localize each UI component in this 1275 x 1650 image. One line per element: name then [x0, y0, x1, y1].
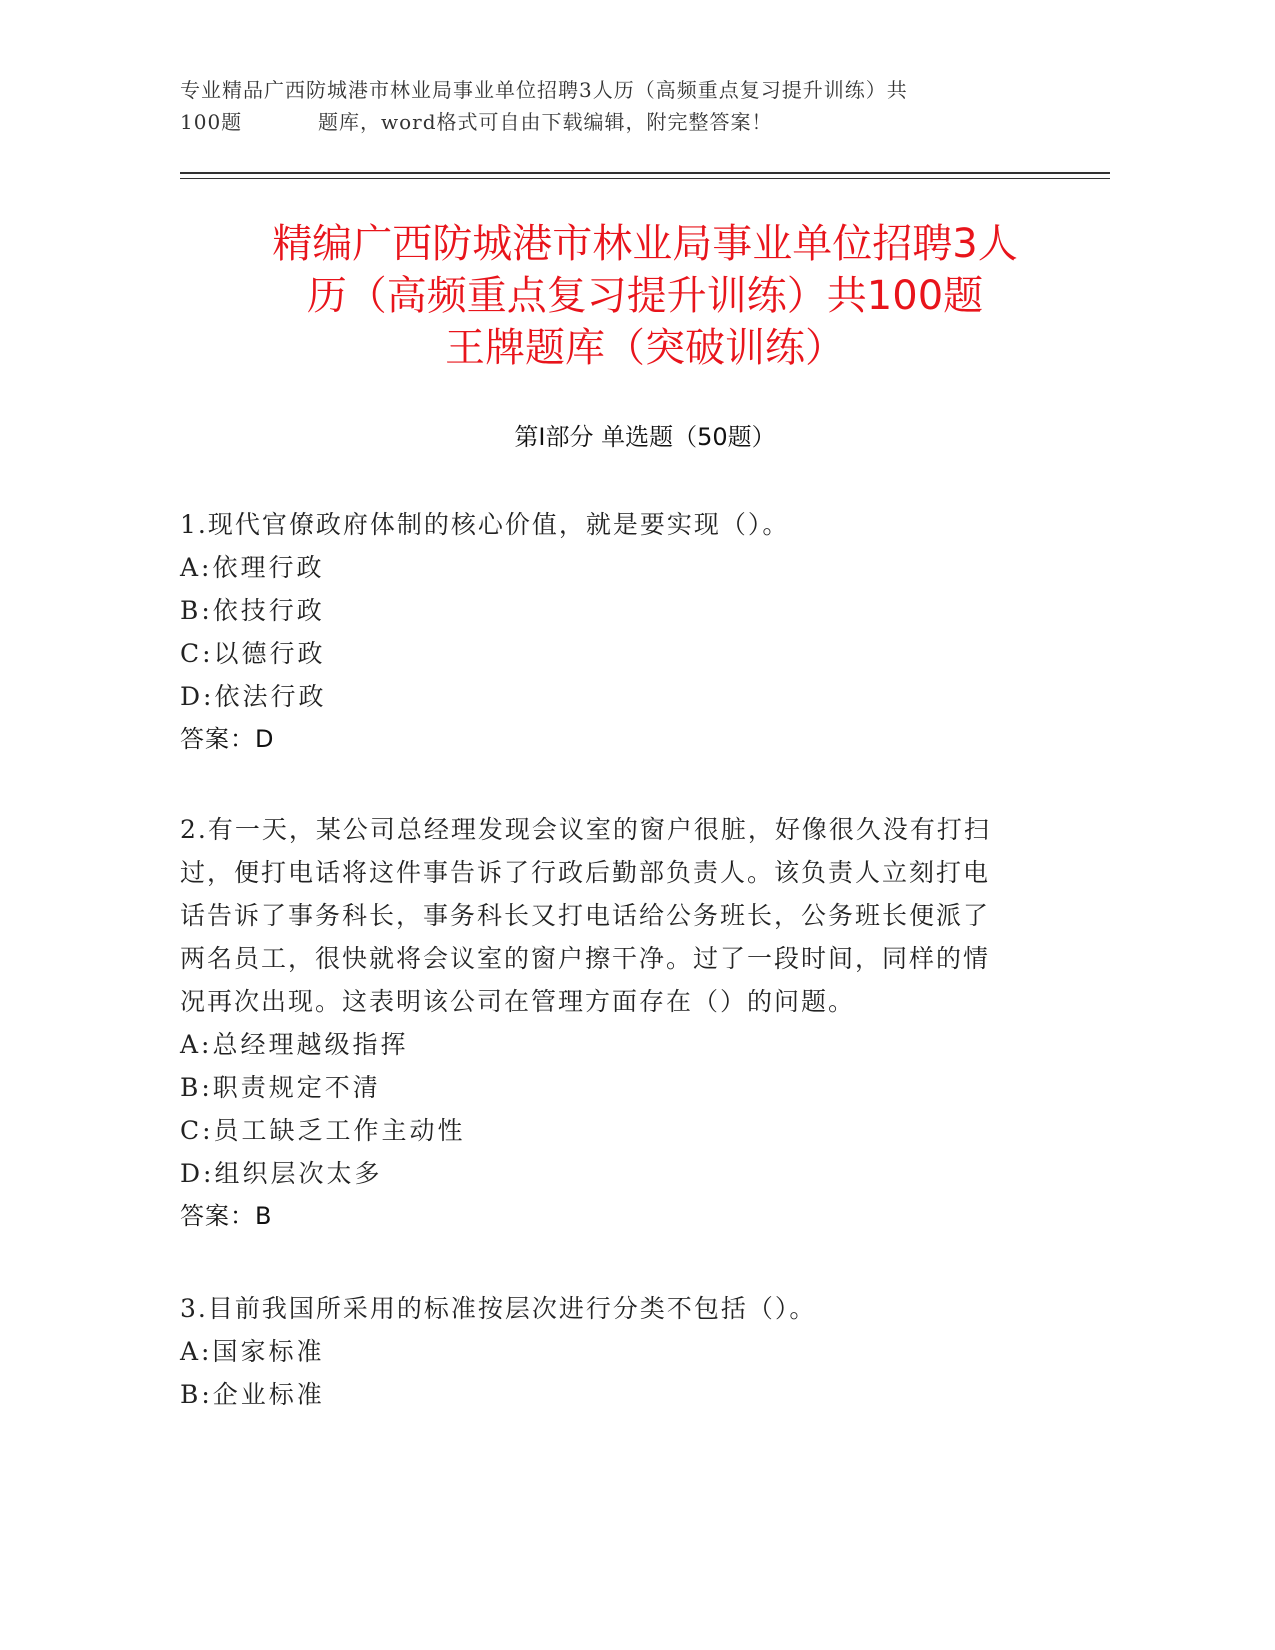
option-b: B:企业标准 [180, 1380, 325, 1409]
header-line-1: 专业精品广西防城港市林业局事业单位招聘3人历（高频重点复习提升训练）共 [180, 78, 908, 102]
option-b: B:职责规定不清 [180, 1073, 381, 1102]
option-a: A:国家标准 [180, 1337, 325, 1366]
document-title [180, 218, 1110, 374]
option-b: B:依技行政 [180, 596, 325, 625]
header-divider-thick [180, 172, 1110, 174]
header-question-count: 100题 [180, 110, 243, 134]
title-line-3: 王牌题库（突破训练） [445, 325, 845, 371]
option-a: A:依理行政 [180, 553, 325, 582]
title-line-1: 精编广西防城港市林业局事业单位招聘3人 [272, 221, 1018, 267]
section-title: 第Ⅰ部分 单选题（50题） [514, 423, 776, 451]
question-3 [180, 1287, 1015, 1416]
question-stem: 3.目前我国所采用的标准按层次进行分类不包括（）。 [180, 1294, 817, 1323]
answer: 答案：B [180, 1202, 273, 1230]
header-description: 题库，word格式可自由下载编辑，附完整答案！ [318, 110, 773, 134]
question-1 [180, 503, 1015, 761]
title-line-2: 历（高频重点复习提升训练）共100题 [306, 273, 984, 319]
option-c: C:员工缺乏工作主动性 [180, 1116, 466, 1145]
question-stem: 1.现代官僚政府体制的核心价值，就是要实现（）。 [180, 510, 790, 539]
option-d: D:依法行政 [180, 682, 327, 711]
option-c: C:以德行政 [180, 639, 326, 668]
question-stem: 2.有一天，某公司总经理发现会议室的窗户很脏，好像很久没有打扫过，便打电话将这件事告诉了行政后勤部负责人。该负责人立刻打电话告诉了事务科长，事务科长又打电话给公务班长，公务班长便派了两名员工，很快就将会议室的窗户擦干净。过了一段时间，同样的情况再次出现。这表明该公司在管理方面存在（）的问题。 [180, 815, 991, 1016]
document-header [180, 74, 1060, 138]
answer: 答案：D [180, 725, 275, 753]
option-a: A:总经理越级指挥 [180, 1030, 409, 1059]
question-2 [180, 808, 1015, 1238]
header-line-2 [180, 106, 1060, 138]
option-d: D:组织层次太多 [180, 1159, 383, 1188]
header-divider-thin [180, 178, 1110, 179]
